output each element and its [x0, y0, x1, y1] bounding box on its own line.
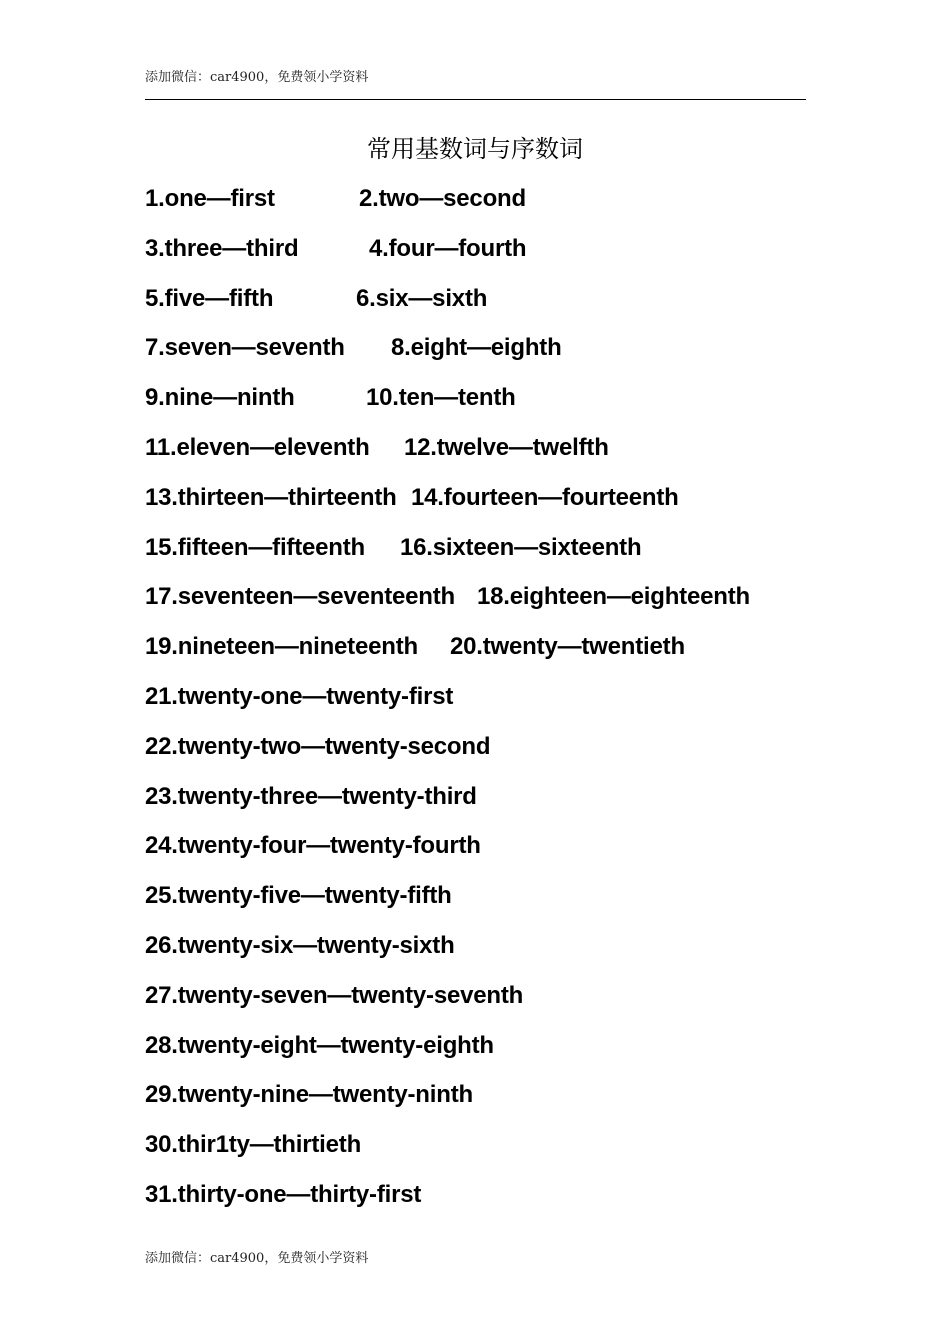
number-pair: 23.twenty-three—twenty-third: [145, 782, 477, 810]
list-row: [145, 680, 845, 730]
list-row: [145, 481, 845, 531]
number-pair: 6.six—sixth: [356, 284, 488, 312]
list-row: [145, 531, 845, 581]
number-pair: 11.eleven—eleventh: [145, 433, 370, 461]
list-row: [145, 730, 845, 780]
number-pair: 13.thirteen—thirteenth: [145, 483, 397, 511]
number-pair: 10.ten—tenth: [366, 384, 516, 412]
list-row: [145, 879, 845, 929]
list-row: [145, 232, 845, 282]
list-row: [145, 979, 845, 1029]
number-pair: 18.eighteen—eighteenth: [477, 583, 750, 611]
list-row: [145, 929, 845, 979]
number-pair: 1.one—first: [145, 185, 275, 212]
number-pair: 9.nine—ninth: [145, 384, 295, 412]
list-row: [145, 580, 845, 630]
list-row: [145, 1078, 845, 1128]
list-row: [145, 1178, 845, 1228]
number-pair: 5.five—fifth: [145, 284, 274, 312]
number-pair: 21.twenty-one—twenty-first: [145, 682, 454, 710]
number-pair: 26.twenty-six—twenty-sixth: [145, 931, 455, 959]
number-pair: 8.eight—eighth: [391, 334, 562, 362]
list-row: [145, 1128, 845, 1178]
list-row: [145, 780, 845, 830]
list-row: [145, 282, 845, 332]
number-pair: 17.seventeen—seventeenth: [145, 583, 456, 611]
number-pair: 16.sixteen—sixteenth: [400, 533, 642, 561]
header-divider: [145, 99, 806, 100]
list-row: [145, 1029, 845, 1079]
list-row: [145, 381, 845, 431]
number-pair: 28.twenty-eight—twenty-eighth: [145, 1031, 494, 1059]
number-pair: 19.nineteen—nineteenth: [145, 633, 418, 661]
list-row: [145, 182, 845, 232]
number-pair: 7.seven—seventh: [145, 334, 345, 362]
number-pair: 3.three—third: [145, 234, 299, 262]
page-footer-text: 添加微信：car4900，免费领小学资料: [145, 1251, 369, 1266]
number-pair: 2.two—second: [359, 185, 526, 212]
number-pair: 24.twenty-four—twenty-fourth: [145, 832, 481, 860]
list-row: [145, 630, 845, 680]
number-word-list: [145, 182, 845, 1228]
number-pair: 15.fifteen—fifteenth: [145, 533, 366, 561]
list-row: [145, 331, 845, 381]
number-pair: 14.fourteen—fourteenth: [411, 483, 679, 511]
number-pair: 12.twelve—twelfth: [404, 433, 609, 461]
number-pair: 4.four—fourth: [369, 234, 527, 262]
number-pair: 29.twenty-nine—twenty-ninth: [145, 1081, 473, 1109]
list-row: [145, 829, 845, 879]
number-pair: 20.twenty—twentieth: [450, 633, 685, 661]
number-pair: 30.thir1ty—thirtieth: [145, 1131, 362, 1159]
number-pair: 25.twenty-five—twenty-fifth: [145, 882, 452, 910]
number-pair: 22.twenty-two—twenty-second: [145, 732, 491, 760]
page-title: 常用基数词与序数词: [367, 135, 583, 163]
page-header-text: 添加微信：car4900，免费领小学资料: [145, 70, 369, 85]
number-pair: 27.twenty-seven—twenty-seventh: [145, 981, 524, 1009]
number-pair: 31.thirty-one—thirty-first: [145, 1180, 422, 1208]
list-row: [145, 431, 845, 481]
